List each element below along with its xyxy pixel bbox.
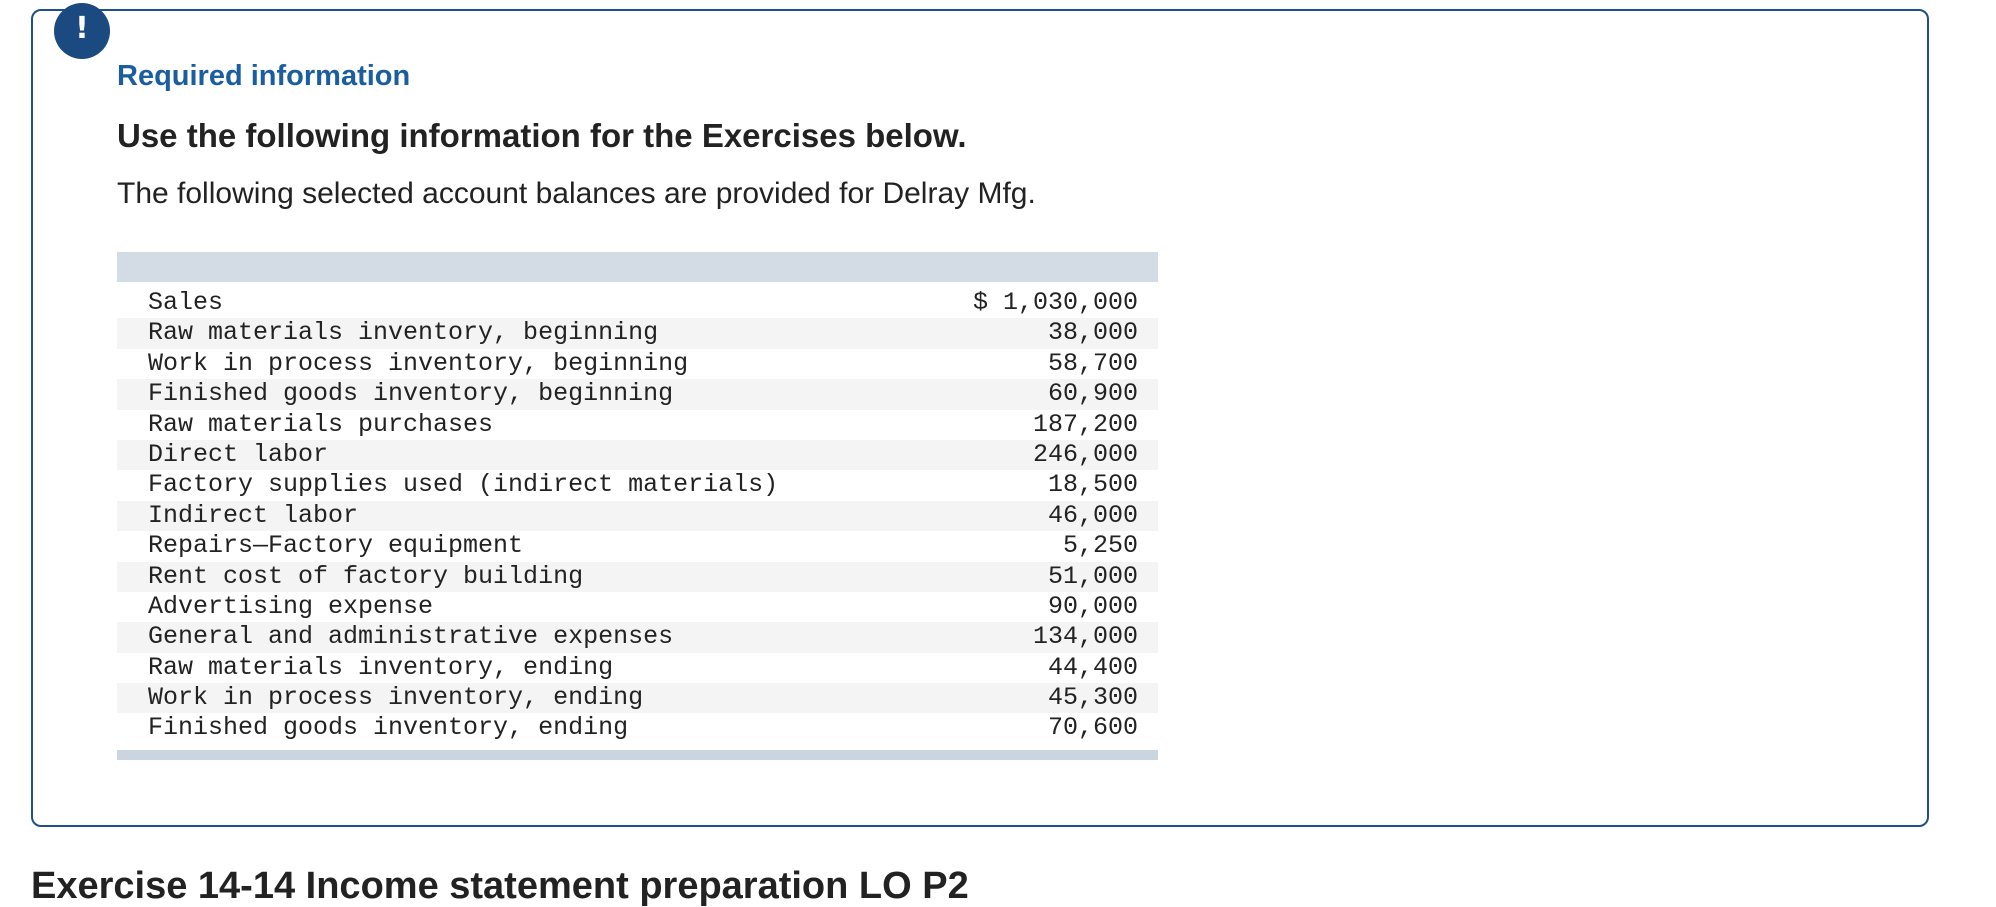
account-label: Finished goods inventory, ending xyxy=(148,713,629,743)
account-label: Raw materials inventory, beginning xyxy=(148,318,659,348)
table-row xyxy=(117,562,1158,592)
account-value: 134,000 xyxy=(1032,622,1138,652)
required-information-heading: Required information xyxy=(117,60,411,92)
account-label: General and administrative expenses xyxy=(148,622,674,652)
account-balances-table xyxy=(117,252,1158,760)
table-row xyxy=(117,349,1158,379)
account-label: Indirect labor xyxy=(148,500,359,530)
account-value: 70,600 xyxy=(1047,713,1138,743)
table-row xyxy=(117,410,1158,440)
account-value: 44,400 xyxy=(1047,652,1138,682)
account-label: Rent cost of factory building xyxy=(148,561,584,591)
table-row xyxy=(117,318,1158,348)
table-header-band xyxy=(117,252,1158,282)
account-label: Direct labor xyxy=(148,439,329,469)
table-row xyxy=(117,440,1158,470)
table-row xyxy=(117,653,1158,683)
table-row xyxy=(117,713,1158,743)
account-label: Repairs—Factory equipment xyxy=(148,531,524,561)
account-value: 60,900 xyxy=(1047,379,1138,409)
table-row xyxy=(117,592,1158,622)
account-value: $ 1,030,000 xyxy=(972,288,1138,317)
table-body xyxy=(117,282,1158,750)
account-value: 51,000 xyxy=(1047,561,1138,591)
account-value: 58,700 xyxy=(1047,348,1138,378)
account-value: 90,000 xyxy=(1047,591,1138,621)
instructions-heading: Use the following information for the Exercises below. xyxy=(117,117,967,154)
table-row xyxy=(117,531,1158,561)
table-row xyxy=(117,470,1158,500)
account-label: Work in process inventory, ending xyxy=(148,683,644,713)
account-label: Factory supplies used (indirect materials) xyxy=(148,470,779,500)
account-value: 5,250 xyxy=(1062,531,1138,561)
account-label: Finished goods inventory, beginning xyxy=(148,379,674,409)
account-label: Raw materials purchases xyxy=(148,409,494,439)
intro-text: The following selected account balances are provided for Delray Mfg. xyxy=(117,177,1036,210)
exercise-title: Exercise 14-14 Income statement preparation LO P2 xyxy=(31,865,969,907)
table-row xyxy=(117,379,1158,409)
account-label: Raw materials inventory, ending xyxy=(148,652,614,682)
account-value: 38,000 xyxy=(1047,318,1138,348)
account-value: 246,000 xyxy=(1032,439,1138,469)
account-value: 45,300 xyxy=(1047,683,1138,713)
account-label: Advertising expense xyxy=(148,591,434,621)
table-footer-band xyxy=(117,750,1158,760)
account-value: 18,500 xyxy=(1047,470,1138,500)
account-value: 46,000 xyxy=(1047,500,1138,530)
table-row xyxy=(117,501,1158,531)
table-row xyxy=(117,683,1158,713)
table-row xyxy=(117,622,1158,652)
account-label: Sales xyxy=(148,288,224,317)
exclamation-icon: ! xyxy=(75,11,89,46)
account-label: Work in process inventory, beginning xyxy=(148,348,689,378)
table-row xyxy=(117,288,1158,318)
alert-badge xyxy=(54,3,110,59)
account-value: 187,200 xyxy=(1032,409,1138,439)
